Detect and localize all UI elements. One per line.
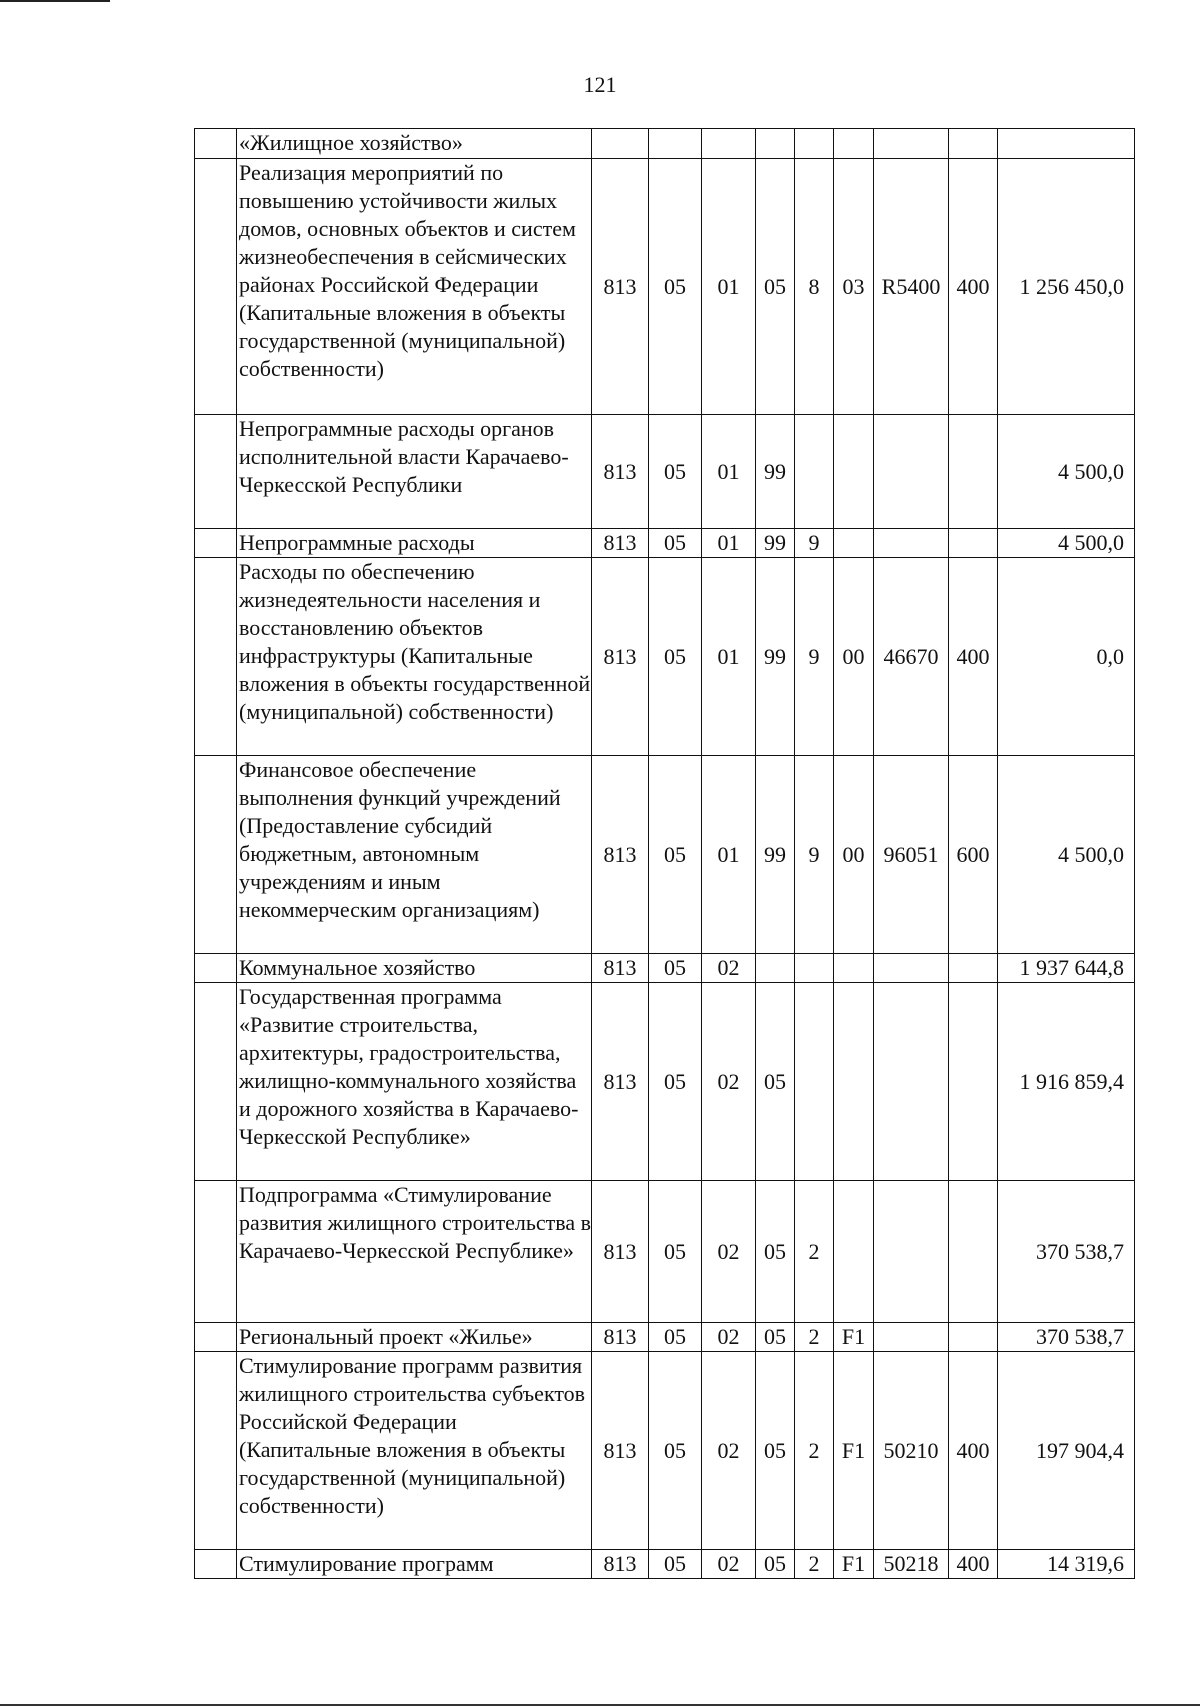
cell-event bbox=[834, 129, 874, 159]
cell-direction bbox=[874, 954, 949, 983]
cell-event bbox=[834, 1181, 874, 1323]
cell-subsection: 01 bbox=[702, 529, 756, 558]
cell-admin-code: 813 bbox=[592, 1352, 649, 1550]
cell-event: 00 bbox=[834, 756, 874, 954]
cell-admin-code: 813 bbox=[592, 1550, 649, 1579]
cell-amount: 1 937 644,8 bbox=[998, 954, 1135, 983]
cell-expense-type: 400 bbox=[949, 558, 998, 756]
table-row bbox=[195, 756, 1135, 954]
cell-event: 00 bbox=[834, 558, 874, 756]
cell-expense-type: 600 bbox=[949, 756, 998, 954]
cell-direction: 50210 bbox=[874, 1352, 949, 1550]
cell-admin-code: 813 bbox=[592, 756, 649, 954]
cell-subsection: 02 bbox=[702, 1181, 756, 1323]
cell-expense-type: 400 bbox=[949, 159, 998, 415]
cell-amount: 4 500,0 bbox=[998, 529, 1135, 558]
cell-subprogram bbox=[795, 983, 834, 1181]
row-index-cell bbox=[195, 129, 237, 159]
cell-subsection: 02 bbox=[702, 1550, 756, 1579]
row-index-cell bbox=[195, 983, 237, 1181]
cell-event: F1 bbox=[834, 1323, 874, 1352]
cell-subsection: 01 bbox=[702, 415, 756, 529]
table-row bbox=[195, 1323, 1135, 1352]
cell-admin-code: 813 bbox=[592, 983, 649, 1181]
table-row bbox=[195, 954, 1135, 983]
cell-program: 99 bbox=[756, 415, 795, 529]
table-row bbox=[195, 1181, 1135, 1323]
cell-section: 05 bbox=[649, 558, 702, 756]
cell-expense-type bbox=[949, 1323, 998, 1352]
page-number: 121 bbox=[583, 72, 617, 97]
cell-direction bbox=[874, 1323, 949, 1352]
row-name: Расходы по обеспечению жизнедеятельности населения и восстановлению объектов инфраструктуры (Капитальные вложения в объекты государственной (муниципальной) собственности) bbox=[237, 558, 592, 756]
row-name: Непрограммные расходы bbox=[237, 529, 592, 558]
cell-expense-type: 400 bbox=[949, 1352, 998, 1550]
cell-amount: 370 538,7 bbox=[998, 1323, 1135, 1352]
cell-admin-code: 813 bbox=[592, 159, 649, 415]
row-index-cell bbox=[195, 529, 237, 558]
cell-section: 05 bbox=[649, 1550, 702, 1579]
cell-subsection: 02 bbox=[702, 1323, 756, 1352]
cell-amount: 14 319,6 bbox=[998, 1550, 1135, 1579]
cell-expense-type bbox=[949, 954, 998, 983]
cell-direction bbox=[874, 415, 949, 529]
cell-subsection: 02 bbox=[702, 954, 756, 983]
row-index-cell bbox=[195, 159, 237, 415]
cell-admin-code: 813 bbox=[592, 415, 649, 529]
cell-section: 05 bbox=[649, 756, 702, 954]
cell-subprogram: 9 bbox=[795, 756, 834, 954]
cell-amount: 197 904,4 bbox=[998, 1352, 1135, 1550]
cell-subsection: 02 bbox=[702, 1352, 756, 1550]
cell-amount bbox=[998, 129, 1135, 159]
cell-program: 05 bbox=[756, 1550, 795, 1579]
row-name: Государственная программа «Развитие строительства, архитектуры, градостроительства, жилищно-коммунального хозяйства и дорожного хозяйства в Карачаево-Черкесской Республике» bbox=[237, 983, 592, 1181]
table-row bbox=[195, 983, 1135, 1181]
cell-program: 05 bbox=[756, 983, 795, 1181]
cell-program: 05 bbox=[756, 159, 795, 415]
cell-event: F1 bbox=[834, 1352, 874, 1550]
table-row bbox=[195, 415, 1135, 529]
cell-amount: 4 500,0 bbox=[998, 756, 1135, 954]
cell-direction bbox=[874, 1181, 949, 1323]
row-name: Стимулирование программ развития жилищного строительства субъектов Российской Федерации (Капитальные вложения в объекты государственной (муниципальной) собственности) bbox=[237, 1352, 592, 1550]
cell-subprogram: 2 bbox=[795, 1323, 834, 1352]
cell-section bbox=[649, 129, 702, 159]
table-row bbox=[195, 129, 1135, 159]
budget-table bbox=[194, 128, 1135, 1579]
cell-admin-code: 813 bbox=[592, 1181, 649, 1323]
cell-event bbox=[834, 529, 874, 558]
row-name: Подпрограмма «Стимулирование развития жилищного строительства в Карачаево-Черкесской Республике» bbox=[237, 1181, 592, 1323]
table-row bbox=[195, 159, 1135, 415]
cell-direction: 50218 bbox=[874, 1550, 949, 1579]
cell-amount: 1 916 859,4 bbox=[998, 983, 1135, 1181]
cell-program: 05 bbox=[756, 1323, 795, 1352]
cell-subsection: 02 bbox=[702, 983, 756, 1181]
cell-event: 03 bbox=[834, 159, 874, 415]
scan-edge-top bbox=[0, 0, 110, 2]
scan-edge-bottom bbox=[0, 1704, 1200, 1706]
cell-subprogram: 8 bbox=[795, 159, 834, 415]
cell-expense-type bbox=[949, 1181, 998, 1323]
cell-subprogram: 9 bbox=[795, 529, 834, 558]
cell-direction bbox=[874, 129, 949, 159]
cell-program: 05 bbox=[756, 1181, 795, 1323]
cell-event bbox=[834, 983, 874, 1181]
cell-subprogram bbox=[795, 954, 834, 983]
cell-subsection: 01 bbox=[702, 558, 756, 756]
cell-admin-code: 813 bbox=[592, 1323, 649, 1352]
row-index-cell bbox=[195, 558, 237, 756]
cell-program: 99 bbox=[756, 756, 795, 954]
cell-expense-type bbox=[949, 529, 998, 558]
cell-expense-type bbox=[949, 129, 998, 159]
cell-amount: 1 256 450,0 bbox=[998, 159, 1135, 415]
cell-direction bbox=[874, 529, 949, 558]
cell-admin-code: 813 bbox=[592, 954, 649, 983]
cell-section: 05 bbox=[649, 1323, 702, 1352]
row-name: Стимулирование программ bbox=[237, 1550, 592, 1579]
cell-section: 05 bbox=[649, 1181, 702, 1323]
cell-event bbox=[834, 954, 874, 983]
cell-program: 05 bbox=[756, 1352, 795, 1550]
table-row bbox=[195, 558, 1135, 756]
cell-subprogram: 2 bbox=[795, 1550, 834, 1579]
row-name: Реализация мероприятий по повышению устойчивости жилых домов, основных объектов и систем жизнеобеспечения в сейсмических районах Российской Федерации (Капитальные вложения в объекты государственной (муниципальной) собственности) bbox=[237, 159, 592, 415]
cell-amount: 0,0 bbox=[998, 558, 1135, 756]
row-name: Непрограммные расходы органов исполнительной власти Карачаево-Черкесской Республики bbox=[237, 415, 592, 529]
row-name: «Жилищное хозяйство» bbox=[237, 129, 592, 159]
table-row bbox=[195, 1550, 1135, 1579]
row-index-cell bbox=[195, 415, 237, 529]
row-name: Финансовое обеспечение выполнения функций учреждений (Предоставление субсидий бюджетным, автономным учреждениям и иным некоммерческим организациям) bbox=[237, 756, 592, 954]
table-row bbox=[195, 1352, 1135, 1550]
cell-admin-code bbox=[592, 129, 649, 159]
row-index-cell bbox=[195, 1550, 237, 1579]
cell-subprogram: 9 bbox=[795, 558, 834, 756]
row-index-cell bbox=[195, 1323, 237, 1352]
table-row bbox=[195, 529, 1135, 558]
cell-section: 05 bbox=[649, 1352, 702, 1550]
cell-expense-type bbox=[949, 983, 998, 1181]
cell-admin-code: 813 bbox=[592, 558, 649, 756]
cell-section: 05 bbox=[649, 159, 702, 415]
cell-program: 99 bbox=[756, 558, 795, 756]
cell-direction: 96051 bbox=[874, 756, 949, 954]
cell-section: 05 bbox=[649, 983, 702, 1181]
cell-subprogram bbox=[795, 415, 834, 529]
cell-section: 05 bbox=[649, 954, 702, 983]
cell-direction: 46670 bbox=[874, 558, 949, 756]
cell-section: 05 bbox=[649, 529, 702, 558]
cell-amount: 4 500,0 bbox=[998, 415, 1135, 529]
cell-admin-code: 813 bbox=[592, 529, 649, 558]
cell-subsection: 01 bbox=[702, 159, 756, 415]
row-index-cell bbox=[195, 1352, 237, 1550]
row-index-cell bbox=[195, 756, 237, 954]
cell-subsection bbox=[702, 129, 756, 159]
cell-subprogram bbox=[795, 129, 834, 159]
cell-subsection: 01 bbox=[702, 756, 756, 954]
cell-program: 99 bbox=[756, 529, 795, 558]
cell-subprogram: 2 bbox=[795, 1352, 834, 1550]
cell-direction: R5400 bbox=[874, 159, 949, 415]
cell-event bbox=[834, 415, 874, 529]
cell-direction bbox=[874, 983, 949, 1181]
cell-event: F1 bbox=[834, 1550, 874, 1579]
row-index-cell bbox=[195, 954, 237, 983]
row-name: Коммунальное хозяйство bbox=[237, 954, 592, 983]
cell-amount: 370 538,7 bbox=[998, 1181, 1135, 1323]
row-name: Региональный проект «Жилье» bbox=[237, 1323, 592, 1352]
cell-subprogram: 2 bbox=[795, 1181, 834, 1323]
cell-program bbox=[756, 954, 795, 983]
row-index-cell bbox=[195, 1181, 237, 1323]
cell-program bbox=[756, 129, 795, 159]
cell-section: 05 bbox=[649, 415, 702, 529]
cell-expense-type bbox=[949, 415, 998, 529]
cell-expense-type: 400 bbox=[949, 1550, 998, 1579]
